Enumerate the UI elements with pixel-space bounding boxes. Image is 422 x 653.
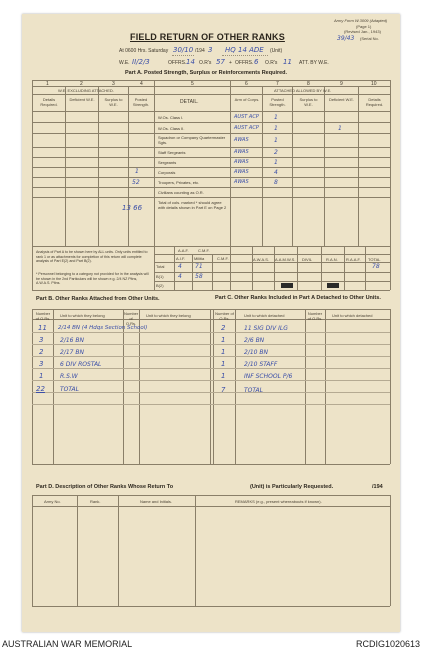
analysis-row-b1: B(1) — [156, 274, 164, 279]
col-num-6: 6 — [245, 81, 248, 87]
analysis-head-total: TOTAL — [368, 257, 381, 262]
form-sheet: Army Form W.3009 (Adapted) (Page 1) (Revised Jan., 1943) 39/43 (Serial No. FIELD RETURN OF OTHER RANKS At 0600 Hrs. Saturday 30/10 /194 3 HQ 14 ADE (Unit) W.E. II/2/3 OFFRS. 14 O.R's 57 + OFFRS. 6 O.R's 11 ATT. BY W.E. Part A. Posted Strength, Surplus or Reinforcements Required. 1 2 3 4 5 6 7 8 9 10 W.E. EXCLUDING ATTACHED. ATTACHED ALLOWED BY W.E. Details Required. Deficient W.E. Surplus to W.E. Posted Strength. DETAIL. Arm of Corps. Posted Strength. Surplus to W.E. Deficient W.E. Details Required. W.Os. Class I. W.Os. Class II. Squadron or Company Quartermaster Sgts. Staff Sergeants Sergeants Corporals Troopers, Privates, etc. Civilians counting as O.R. Total of cols. marked * should agree with details shown in Part E on Page 2 AUST ACP AUST ACP AWAS AWAS AWAS AWAS AWAS 1 52 13 66 1 1 1 1 2 1 4 8 Analysis of Part A to be shown here by ALL units. Only units entitled to rank 1 or as attachments for completion of this return will complete analysis of Part E(2) and Part B(2). * Personnel belonging to a category not provided for in the analysis will be shown in the 2nd Particulars will be shown e.g. 2/4 NZ Pltns, A.W.A.S. Pltns. Total B(1) B(2) A.A.F. C.M.F. A.W.A.S. A.A.M.W.S. DIVIL R.A.N. R.A.A.F. TOTAL A.I.F. Militia C.M.F. 4 71 4 58 78 Part B. Other Ranks Attached from Other Units. Part C. Other Ranks Included in Part A Detached to Other Units. Number of O.Rs. Unit to which they belong Number of O.Rs. Unit to which they belong Number of O.Rs. Unit to which detached Number of O.Rs. Unit to which detached 11 2/14 BN (4 Hdqs Section School) 3 2/16 BN 2 2/17 BN 3 6 DIV ROSTAL 1 R.S.W 22 TOTAL 2 11 SIG DIV ILG 1 2/6 BN 1 2/10 BN 1 2/10 STAFF 1 INF SCHOOL P/6 7 TOTAL Part D. Description of Other Ranks Whose Return To (Unit) is Particularly Requested. /194 Army No. Rank. Name and Initials. REMARKS (e.g., present whereabouts if known). — [22, 14, 400, 632]
analysis-head-aaf: A.A.F. — [178, 248, 189, 253]
c-row-5-unit: INF SCHOOL P/6 — [244, 373, 293, 380]
analysis-head-awas: A.W.A.S. — [253, 257, 270, 262]
c-row-2-n: 1 — [221, 336, 226, 344]
c-total-label: TOTAL — [244, 387, 263, 394]
analysis-note: Analysis of Part A to be shown here by ALL units. Only units entitled to rank 1 or as attachments for completion of this return will complete analysis of Part E(2) and Part B(2). — [36, 250, 148, 264]
archive-footer — [0, 636, 422, 653]
c-row-4-unit: 2/10 STAFF — [244, 361, 278, 368]
analysis-sub-aif: A.I.F. — [176, 256, 186, 261]
col-num-4: 4 — [140, 81, 143, 87]
c-row-2-unit: 2/6 BN — [244, 337, 265, 344]
b-col-num: Number of O.Rs. — [35, 311, 51, 321]
row-sqms: Squadron or Company Quartermaster Sgts. — [158, 135, 226, 145]
analysis-row-b2: B(2) — [156, 283, 164, 288]
we-value: II/2/3 — [132, 58, 150, 66]
b-row-4-n: 3 — [39, 360, 44, 368]
group-right-head: ATTACHED ALLOWED BY W.E. — [274, 88, 332, 93]
arm-entry-4: AWAS — [234, 149, 249, 155]
form-title: FIELD RETURN OF OTHER RANKS — [130, 32, 285, 42]
left-entry-2: 52 — [132, 179, 140, 186]
analysis-note2: * Personnel belonging to a category not provided for in the analysis will be shown in the 2nd Particulars will be shown e.g. 2/4 NZ Pltns, A.W.A.S. Pltns. — [36, 272, 149, 286]
ors-value: 57 — [216, 58, 225, 66]
row-wo1: W.Os. Class I. — [158, 115, 184, 120]
serial-value: 39/43 — [337, 35, 355, 42]
att-label: ATT. BY W.E. — [299, 60, 329, 66]
row-cpl: Corporals — [158, 170, 176, 175]
c-row-5-n: 1 — [221, 372, 226, 380]
b-row-1-n: 11 — [38, 324, 47, 332]
d-col-name: Name and Initials. — [140, 499, 173, 504]
b-total-label: TOTAL — [60, 386, 79, 393]
c-col-unit2: Unit to which detached — [332, 313, 373, 318]
unit-label: (Unit) — [270, 48, 283, 54]
head-posted-r: Posted Strength. — [269, 97, 286, 107]
part-b-title: Part B. Other Ranks Attached from Other Units. — [36, 296, 160, 302]
b-total-n: 22 — [36, 385, 45, 393]
part-c-title: Part C. Other Ranks Included in Part A Detached to Other Units. — [215, 295, 381, 301]
col-num-8: 8 — [307, 81, 310, 87]
offrs2-label: OFFRS. — [235, 60, 254, 66]
ors-label: O.R's — [199, 60, 212, 66]
head-posted: Posted Strength. — [132, 97, 150, 107]
analysis-head-aamws: A.A.M.W.S. — [275, 257, 296, 262]
left-entry-3: 13 66 — [122, 204, 143, 212]
analysis-head-ran: R.A.N. — [326, 257, 338, 262]
b-row-3-unit: 2/17 BN — [60, 349, 84, 356]
arm-entry-6: AWAS — [234, 169, 249, 175]
row-wo2: W.Os. Class II. — [158, 126, 185, 131]
arm-entry-1: AUST ACP — [234, 114, 259, 120]
left-entry-1: 1 — [135, 168, 139, 175]
col-num-10: 10 — [371, 81, 377, 87]
c-row-3-n: 1 — [221, 348, 226, 356]
b-row-2-unit: 2/16 BN — [60, 337, 84, 344]
at-year: 3 — [208, 46, 213, 54]
ors2-value: 11 — [283, 58, 292, 66]
offrs-label: OFFRS. — [168, 60, 187, 66]
b-row-1-unit: 2/14 BN (4 Hdqs Section School) — [58, 325, 148, 331]
head-detail: DETAIL. — [180, 99, 199, 105]
b-row-5-unit: R.S.W — [60, 373, 78, 380]
analysis-head-raaf: R.A.A.F. — [346, 257, 361, 262]
b-row-5-n: 1 — [39, 372, 44, 380]
col-num-3: 3 — [112, 81, 115, 87]
at-unit: HQ 14 ADE — [225, 46, 264, 54]
head-surplus: Surplus to W.E. — [104, 97, 123, 107]
analysis-head-divil: DIVIL — [302, 257, 313, 262]
col-num-1: 1 — [46, 81, 49, 87]
b-col-unit2: Unit to which they belong — [146, 313, 191, 318]
c-row-1-unit: 11 SIG DIV ILG — [244, 325, 288, 332]
head-details-required: Details Required. — [40, 97, 58, 107]
plus-sign: + — [229, 60, 232, 66]
arm-entry-7: AWAS — [234, 179, 249, 185]
analysis-head-cmf: C.M.F. — [198, 248, 210, 253]
c-col-num2: Number of O.Rs. — [307, 311, 323, 321]
row-ssgt: Staff Sergeants — [158, 150, 186, 155]
c-row-3-unit: 2/10 BN — [244, 349, 268, 356]
row-pte: Troopers, Privates, etc. — [158, 180, 200, 185]
offrs-value: 14 — [186, 58, 195, 66]
head-deficient: Deficient W.E. — [69, 97, 95, 102]
form-ref-line3: (Revised Jan., 1943) — [344, 29, 381, 34]
part-d-title-mid: (Unit) is Particularly Requested. — [250, 484, 334, 490]
head-surplus-r: Surplus to W.E. — [299, 97, 318, 107]
part-d-date: /194 — [372, 484, 383, 490]
at-year-label: /194 — [195, 48, 205, 54]
head-deficient-r: Deficient W.E. — [328, 97, 355, 102]
row-total-note: Total of cols. marked * should agree with details shown in Part E on Page 2 — [158, 200, 227, 210]
c-total-n: 7 — [221, 386, 226, 394]
b-row-4-unit: 6 DIV ROSTAL — [60, 361, 102, 368]
c-col-num: Number of O.Rs. — [215, 311, 234, 321]
footer-right: RCDIG1020613 — [355, 639, 420, 649]
d-col-army-no: Army No. — [44, 499, 61, 504]
analysis-row-total: Total — [156, 264, 165, 269]
col-num-5: 5 — [191, 81, 194, 87]
part-d-title: Part D. Description of Other Ranks Whose Return To — [36, 484, 174, 490]
arm-entry-2: AUST ACP — [234, 125, 259, 131]
we-label: W.E. — [119, 60, 130, 66]
analysis-total-value: 78 — [372, 263, 380, 270]
row-sgt: Sergeants — [158, 160, 177, 165]
ors2-label: O.R's — [265, 60, 278, 66]
head-arm: Arm of Corps. — [234, 97, 260, 102]
part-a-title: Part A. Posted Strength, Surplus or Reinforcements Required. — [125, 70, 288, 76]
analysis-sub-cmf: C.M.F. — [217, 256, 229, 261]
col-num-9: 9 — [340, 81, 343, 87]
d-col-remarks: REMARKS (e.g., present whereabouts if known). — [235, 499, 322, 504]
b-col-num2: Number of O.Rs. — [124, 311, 139, 326]
offrs2-value: 6 — [254, 58, 259, 66]
d-col-rank: Rank. — [90, 499, 101, 504]
c-row-1-n: 2 — [221, 324, 226, 332]
group-left-head: W.E. EXCLUDING ATTACHED. — [58, 88, 114, 93]
form-ref-line1: Army Form W.3009 (Adapted) — [334, 18, 388, 23]
footer-left: AUSTRALIAN WAR MEMORIAL — [2, 639, 133, 649]
arm-entry-5: AWAS — [234, 159, 249, 165]
b-row-2-n: 3 — [39, 336, 44, 344]
b-col-unit: Unit to which they belong — [60, 313, 105, 318]
row-civ: Civilians counting as O.R. — [158, 190, 204, 195]
serial-label: (Serial No. — [360, 36, 379, 41]
form-ref-line2: (Page 1) — [356, 24, 372, 29]
analysis-sub-militia: Militia — [194, 256, 205, 261]
at-date: 30/10 — [173, 46, 194, 54]
c-row-4-n: 1 — [221, 360, 226, 368]
col-num-2: 2 — [80, 81, 83, 87]
arm-entry-3: AWAS — [234, 137, 249, 143]
head-details-r: Details Required. — [365, 97, 384, 107]
c-col-unit: Unit to which detached — [244, 313, 285, 318]
col-num-7: 7 — [276, 81, 279, 87]
b-row-3-n: 2 — [39, 348, 44, 356]
at-line-label: At 0600 Hrs. Saturday — [119, 48, 169, 54]
